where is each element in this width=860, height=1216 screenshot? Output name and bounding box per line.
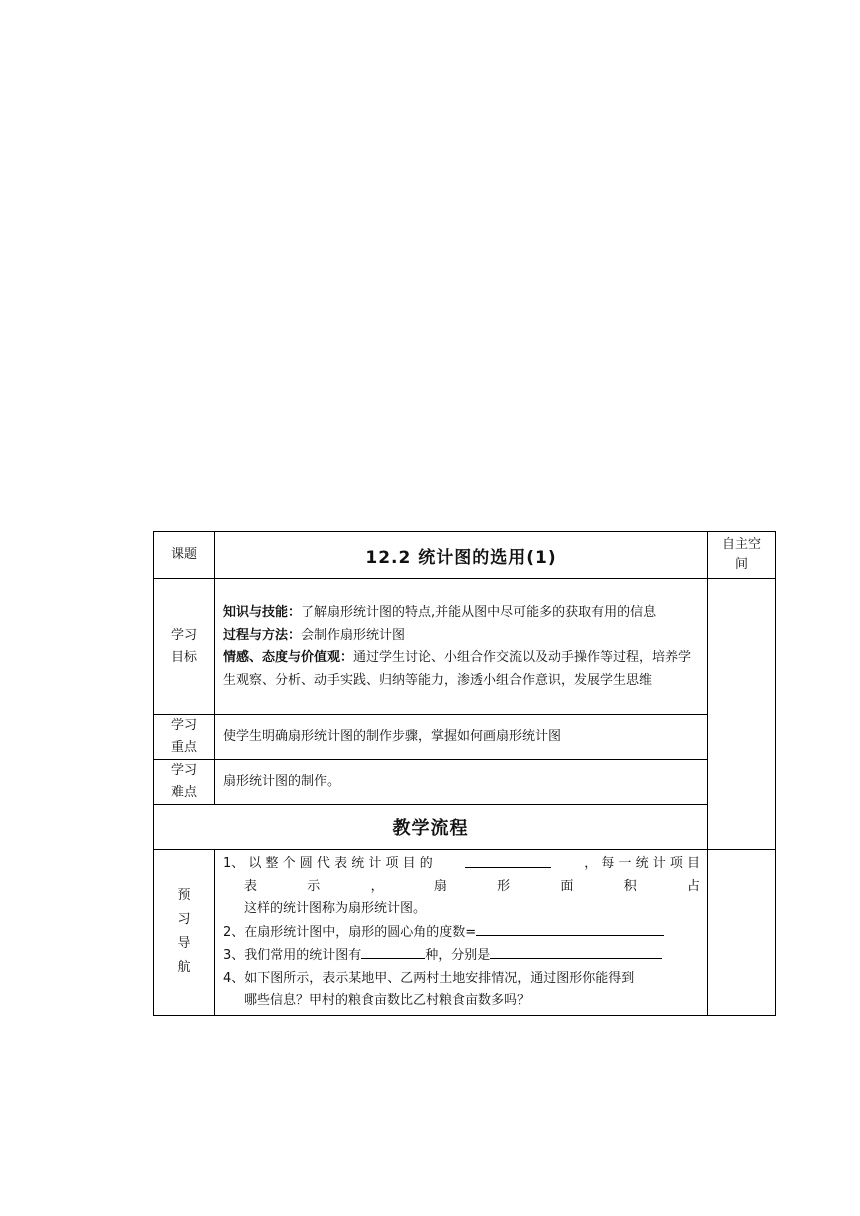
question-3-start: 3、我们常用的统计图有 [223,948,362,963]
question-1-word: 占 [686,878,700,894]
lesson-title: 12.2 统计图的选用(1) [215,532,708,579]
goal-emotion-head: 情感、态度与价值观： [223,650,354,665]
question-2-text: 2、在扇形统计图中，扇形的圆心角的度数= [223,924,477,940]
question-1-word: 示 [307,878,321,894]
question-1-line-3: 这样的统计图称为扇形统计图。 [244,901,427,916]
question-1-word: 形 [497,878,511,894]
question-1-word: 表 [244,878,258,894]
title-row [154,532,776,579]
goal-emotion [223,647,700,692]
flow-row [154,805,776,850]
preview-label [154,850,215,1016]
question-3-blank-1 [361,944,425,959]
focus-label [154,715,215,760]
question-2-blank [476,921,664,936]
question-1-word: 积 [623,878,637,894]
preview-label-text: 预习导航 [177,888,191,976]
goal-knowledge-head: 知识与技能： [223,605,302,620]
goals-label-text: 学习目标 [170,627,197,665]
question-1-start: 1、 以 整 个 圆 代 表 统 计 项 目 的 [223,856,433,871]
goal-process-head: 过程与方法： [223,627,302,643]
self-study-space-label: 自主空间 [721,537,761,572]
question-4-line-2: 哪些信息？甲村的粮食亩数比乙村粮食亩数多吗？ [244,993,531,1008]
self-study-space-header [708,532,776,579]
question-1-word: ， [370,878,384,894]
difficulty-row [154,760,776,805]
question-3-middle: 种，分别是 [425,948,491,963]
preview-row [154,850,776,1016]
question-3 [223,944,700,968]
question-1-word: 面 [560,878,574,894]
focus-row [154,715,776,760]
question-4-line-1: 4、如下图所示，表示某地甲、乙两村土地安排情况，通过图形你能得到 [223,970,635,986]
goal-process [223,625,700,648]
goal-knowledge [223,602,700,625]
flow-title: 教学流程 [154,805,708,850]
question-1-line-2 [223,876,700,899]
difficulty-text: 扇形统计图的制作。 [215,760,708,805]
focus-label-text: 学习重点 [170,718,197,755]
question-2 [223,921,700,945]
preview-side-space [708,850,776,1016]
question-1-word: 扇 [433,878,447,894]
goal-process-body: 会制作扇形统计图 [301,627,406,643]
question-1-middle: ， 每 一 统 计 项 目 [584,856,700,871]
difficulty-label-text: 学习难点 [170,763,197,800]
preview-content [215,850,708,1016]
topic-label: 课题 [154,532,215,579]
goals-row [154,579,776,715]
goals-label [154,579,215,715]
self-study-space [708,579,776,850]
difficulty-label [154,760,215,805]
goal-knowledge-body: 了解扇形统计图的特点,并能从图中尽可能多的获取有用的信息 [301,605,657,620]
focus-text: 使学生明确扇形统计图的制作步骤，掌握如何画扇形统计图 [215,715,708,760]
question-3-blank-2 [490,944,662,959]
question-1-line-1 [223,853,700,876]
goal-emotion-body: 通过学生讨论、小组合作交流以及动手操作等过程，培养学生观察、分析、动手实践、归纳等能力，渗透小组合作意识，发展学生思维 [223,650,692,688]
goals-content [215,579,708,715]
lesson-plan-table [153,531,776,1016]
question-1-blank-1 [465,853,551,868]
